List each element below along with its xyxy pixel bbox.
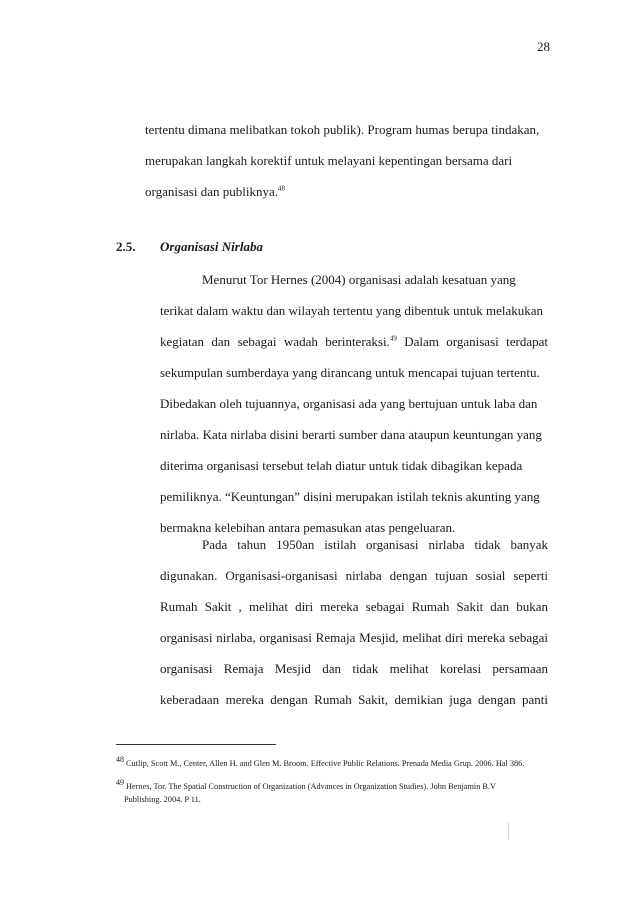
text-line: tertentu dimana melibatkan tokoh publik). Program humas berupa tindakan, (145, 122, 540, 137)
footnote-text: Hernes, Tor. The Spatial Construction of Organization (Advances in Organization Studies). John Benjamin B.V (126, 782, 497, 791)
section-number: 2.5. (116, 239, 136, 254)
text-fragment: Dalam organisasi terdapat (396, 334, 548, 349)
text-line (160, 326, 548, 357)
text-line: Dibedakan oleh tujuannya, organisasi ada yang bertujuan untuk laba dan (160, 396, 538, 411)
footnote-number: 48 (116, 755, 124, 765)
text-line (145, 176, 548, 207)
text-fragment: organisasi dan publiknya. (145, 184, 278, 199)
footnote-separator (116, 744, 276, 745)
text-line: nirlaba. Kata nirlaba disini berarti sumber dana ataupun keuntungan yang (160, 427, 542, 442)
text-line: keberadaan mereka dengan Rumah Sakit, demikian juga dengan panti (160, 692, 548, 707)
text-line: pemiliknya. “Keuntungan” disini merupakan istilah teknis akunting yang (160, 489, 540, 504)
text-line: sekumpulan sumberdaya yang dirancang untuk mencapai tujuan tertentu. (160, 365, 540, 380)
text-line: Menurut Tor Hernes (2004) organisasi adalah kesatuan yang (202, 272, 516, 287)
text-line: Rumah Sakit , melihat diri mereka sebagai Rumah Sakit dan bukan (160, 599, 548, 614)
margin-mark (508, 822, 509, 840)
text-line: terikat dalam waktu dan wilayah tertentu yang dibentuk untuk melakukan (160, 303, 544, 318)
text-line: organisasi nirlaba, organisasi Remaja Mesjid, melihat diri mereka sebagai (160, 630, 548, 645)
text-line: organisasi Remaja Mesjid dan tidak melihat korelasi persamaan (160, 661, 548, 676)
footnote-49 (116, 780, 556, 806)
footnote-number: 49 (116, 778, 124, 788)
paragraph-organisasi (160, 264, 548, 543)
footnote-48 (116, 757, 556, 770)
text-line: Pada tahun 1950an istilah organisasi nirlaba tidak banyak (202, 537, 548, 552)
text-fragment: kegiatan dan sebagai wadah berinteraksi. (160, 334, 390, 349)
section-title: Organisasi Nirlaba (160, 239, 263, 254)
paragraph-history (160, 529, 548, 715)
footnote-text-continuation: Publishing. 2004. P 11. (124, 795, 201, 804)
text-line: bermakna kelebihan antara pemasukan atas pengeluaran. (160, 520, 456, 535)
text-line: digunakan. Organisasi-organisasi nirlaba dengan tujuan sosial seperti (160, 568, 548, 583)
footnote-text: Cutlip, Scott M., Center, Allen H. and Glen M. Broom. Effective Public Relations. Prenada Media Grup. 2006. Hal 386. (126, 759, 525, 768)
footnote-ref: 48 (278, 184, 285, 193)
text-line: merupakan langkah korektif untuk melayani kepentingan bersama dari (145, 153, 513, 168)
intro-paragraph (145, 114, 548, 207)
footnote-ref: 49 (389, 334, 397, 343)
page-number: 28 (537, 39, 550, 54)
text-line: diterima organisasi tersebut telah diatur untuk tidak dibagikan kepada (160, 458, 523, 473)
